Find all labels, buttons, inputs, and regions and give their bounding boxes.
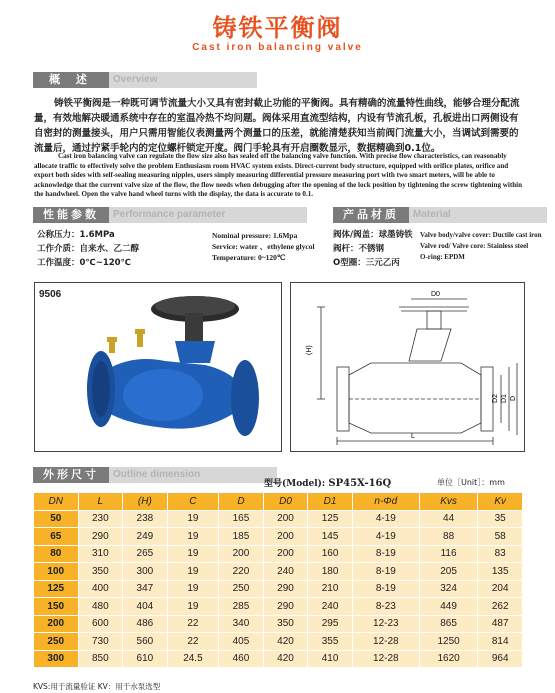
performance-section-header bbox=[33, 207, 307, 223]
performance-item: 公称压力：1.6MPa bbox=[37, 230, 115, 240]
table-cell: 200 bbox=[263, 545, 308, 563]
product-photo-panel bbox=[34, 282, 282, 452]
table-cell: 285 bbox=[219, 598, 264, 616]
material-label-cn: 产品材质 bbox=[333, 207, 409, 223]
table-cell: 730 bbox=[78, 633, 123, 651]
table-row bbox=[34, 510, 523, 528]
performance-item-en: Service: water 、ethylene glycol bbox=[212, 242, 315, 251]
table-column-header: DN bbox=[34, 493, 79, 511]
table-cell: 220 bbox=[219, 563, 264, 581]
overview-text-cn: 铸铁平衡阀是一种既可调节流量大小又具有密封截止功能的平衡阀。具有精确的流量特性曲线，能够合理分配流量，有效地解决暖通系统中存在的室温冷热不均问题。阀体采用直流型结构，内设有节流孔板，孔板进出口两侧设有自密封的测量接头，用户只需用智能仪表测量两个测量口的压差，就能清楚获知当前阀门流量大小，当调试到需要的流量后，通过拧紧手轮内的定位螺杆锁定开度。阀门手轮具有开启圈数显示，数据精确到0.1位。 bbox=[34, 98, 520, 154]
table-cell: 310 bbox=[78, 545, 123, 563]
table-cell: 135 bbox=[478, 563, 523, 581]
table-cell: 19 bbox=[167, 598, 219, 616]
table-header-row bbox=[34, 493, 523, 511]
table-row bbox=[34, 598, 523, 616]
table-cell: 240 bbox=[308, 598, 353, 616]
material-item: 阀体/阀盖：球墨铸铁 bbox=[333, 230, 413, 240]
table-cell: 19 bbox=[167, 510, 219, 528]
dn-cell: 300 bbox=[34, 650, 79, 668]
dn-cell: 65 bbox=[34, 528, 79, 546]
table-cell: 420 bbox=[263, 633, 308, 651]
table-cell: 290 bbox=[263, 598, 308, 616]
dim-label-l: L bbox=[411, 433, 415, 440]
table-cell: 200 bbox=[263, 528, 308, 546]
material-list-en bbox=[420, 230, 542, 263]
table-cell: 116 bbox=[419, 545, 478, 563]
dim-label-d1: D1 bbox=[501, 394, 508, 403]
table-cell: 4-19 bbox=[352, 528, 419, 546]
table-cell: 240 bbox=[263, 563, 308, 581]
table-cell: 19 bbox=[167, 580, 219, 598]
dn-cell: 200 bbox=[34, 615, 79, 633]
table-cell: 210 bbox=[308, 580, 353, 598]
outline-label-en: Outline dimension bbox=[109, 467, 277, 483]
material-label-en: Material bbox=[409, 207, 547, 223]
dn-cell: 250 bbox=[34, 633, 79, 651]
material-item-en: O-ring: EPDM bbox=[420, 253, 465, 261]
performance-list-en bbox=[212, 230, 315, 263]
page-subtitle: Cast iron balancing valve bbox=[192, 42, 363, 53]
table-cell: 347 bbox=[123, 580, 168, 598]
table-cell: 8-23 bbox=[352, 598, 419, 616]
table-cell: 850 bbox=[78, 650, 123, 668]
table-column-header: C bbox=[167, 493, 219, 511]
table-cell: 12-28 bbox=[352, 633, 419, 651]
table-cell: 180 bbox=[308, 563, 353, 581]
table-row bbox=[34, 650, 523, 668]
table-cell: 560 bbox=[123, 633, 168, 651]
table-cell: 610 bbox=[123, 650, 168, 668]
footnote: KVS:用于流量验证 KV：用于水泵选型 bbox=[33, 682, 161, 691]
table-cell: 290 bbox=[263, 580, 308, 598]
table-cell: 19 bbox=[167, 528, 219, 546]
material-item: O型圈：三元乙丙 bbox=[333, 258, 400, 268]
table-row bbox=[34, 615, 523, 633]
table-row bbox=[34, 545, 523, 563]
table-cell: 449 bbox=[419, 598, 478, 616]
table-cell: 600 bbox=[78, 615, 123, 633]
table-cell: 262 bbox=[478, 598, 523, 616]
table-row bbox=[34, 563, 523, 581]
table-cell: 12-23 bbox=[352, 615, 419, 633]
dim-label-d2: D2 bbox=[492, 394, 499, 403]
table-column-header: Kvs bbox=[419, 493, 478, 511]
table-cell: 4-19 bbox=[352, 510, 419, 528]
table-cell: 404 bbox=[123, 598, 168, 616]
table-column-header: n-Φd bbox=[352, 493, 419, 511]
table-row bbox=[34, 633, 523, 651]
table-cell: 205 bbox=[419, 563, 478, 581]
overview-label-en: Overview bbox=[109, 72, 257, 88]
overview-label-cn: 概 述 bbox=[33, 72, 109, 88]
dn-cell: 50 bbox=[34, 510, 79, 528]
performance-item-en: Temperature: 0~120℃ bbox=[212, 253, 286, 262]
dn-cell: 80 bbox=[34, 545, 79, 563]
table-cell: 486 bbox=[123, 615, 168, 633]
table-cell: 200 bbox=[263, 510, 308, 528]
performance-item-en: Nominal pressure: 1.6Mpa bbox=[212, 231, 298, 240]
dn-cell: 125 bbox=[34, 580, 79, 598]
overview-section-header bbox=[33, 72, 257, 88]
table-cell: 160 bbox=[308, 545, 353, 563]
table-cell: 420 bbox=[263, 650, 308, 668]
table-cell: 19 bbox=[167, 563, 219, 581]
table-cell: 480 bbox=[78, 598, 123, 616]
performance-list-cn bbox=[37, 228, 139, 270]
table-cell: 410 bbox=[308, 650, 353, 668]
table-cell: 88 bbox=[419, 528, 478, 546]
table-cell: 8-19 bbox=[352, 545, 419, 563]
dim-label-d0: D0 bbox=[431, 291, 440, 298]
table-cell: 265 bbox=[123, 545, 168, 563]
table-cell: 22 bbox=[167, 633, 219, 651]
table-row bbox=[34, 528, 523, 546]
table-column-header: (H) bbox=[123, 493, 168, 511]
table-cell: 1620 bbox=[419, 650, 478, 668]
material-section-header bbox=[333, 207, 547, 223]
material-item: 阀杆：不锈钢 bbox=[333, 244, 385, 254]
table-cell: 24.5 bbox=[167, 650, 219, 668]
table-cell: 35 bbox=[478, 510, 523, 528]
table-cell: 83 bbox=[478, 545, 523, 563]
material-item-en: Valve body/valve cover: Ductile cast iron bbox=[420, 231, 542, 239]
table-column-header: L bbox=[78, 493, 123, 511]
valve-drawing bbox=[291, 283, 524, 451]
model-code: 9506 bbox=[39, 289, 62, 300]
table-cell: 865 bbox=[419, 615, 478, 633]
table-column-header: D bbox=[219, 493, 264, 511]
page-title: 铸铁平衡阀 bbox=[212, 14, 343, 42]
table-cell: 350 bbox=[263, 615, 308, 633]
table-cell: 355 bbox=[308, 633, 353, 651]
table-column-header: D0 bbox=[263, 493, 308, 511]
table-cell: 295 bbox=[308, 615, 353, 633]
table-cell: 44 bbox=[419, 510, 478, 528]
performance-item: 工作温度：0℃~120℃ bbox=[37, 258, 131, 268]
performance-label-en: Performance parameter bbox=[109, 207, 307, 223]
table-cell: 350 bbox=[78, 563, 123, 581]
table-cell: 300 bbox=[123, 563, 168, 581]
table-cell: 249 bbox=[123, 528, 168, 546]
performance-label-cn: 性能参数 bbox=[33, 207, 109, 223]
table-cell: 340 bbox=[219, 615, 264, 633]
technical-drawing-panel bbox=[290, 282, 525, 452]
material-list-cn bbox=[333, 228, 413, 270]
table-cell: 185 bbox=[219, 528, 264, 546]
material-item-en: Valve rod/ Valve core: Stainless steel bbox=[420, 242, 529, 250]
model-value: SP45X-16Q bbox=[328, 478, 392, 489]
table-cell: 12-28 bbox=[352, 650, 419, 668]
overview-text-en: Cast iron balancing valve can regulate the flow size also has sealed off the balancing valve function. With precise flow characteristics, can reasonably allocate traffic to effectively solve the problem Enthusiasm room HVAC system exists. Direct-current body structure, equipped with orifice plates, orifice and export both sides with self-sealing measuring nipples, users simply measuring differential pressure measuring port with two smart meters, will be able to acknowledge that the current valve size of the flow, the flow needs when debugging after the opening of the lock position by tightening the screw tightening within the handwheel. Open the valve hand wheel turns with the display, the data is accurate to 0.1. bbox=[34, 152, 523, 198]
table-cell: 8-19 bbox=[352, 563, 419, 581]
table-row bbox=[34, 580, 523, 598]
model-label: 型号(Model): bbox=[264, 479, 326, 489]
table-cell: 460 bbox=[219, 650, 264, 668]
outline-section-header bbox=[33, 467, 277, 483]
table-cell: 814 bbox=[478, 633, 523, 651]
outline-label-cn: 外形尺寸 bbox=[33, 467, 109, 483]
table-cell: 8-19 bbox=[352, 580, 419, 598]
table-cell: 19 bbox=[167, 545, 219, 563]
unit-label: 单位［Unit］：mm bbox=[437, 478, 505, 487]
table-cell: 250 bbox=[219, 580, 264, 598]
table-cell: 58 bbox=[478, 528, 523, 546]
table-cell: 290 bbox=[78, 528, 123, 546]
dn-cell: 150 bbox=[34, 598, 79, 616]
table-cell: 400 bbox=[78, 580, 123, 598]
table-column-header: Kv bbox=[478, 493, 523, 511]
table-cell: 204 bbox=[478, 580, 523, 598]
table-cell: 22 bbox=[167, 615, 219, 633]
table-cell: 200 bbox=[219, 545, 264, 563]
performance-item: 工作介质：自来水、乙二醇 bbox=[37, 244, 140, 254]
dim-label-d: D bbox=[510, 395, 517, 401]
table-cell: 230 bbox=[78, 510, 123, 528]
model-line bbox=[264, 476, 391, 489]
table-cell: 324 bbox=[419, 580, 478, 598]
dimension-table bbox=[33, 492, 523, 668]
table-cell: 165 bbox=[219, 510, 264, 528]
dn-cell: 100 bbox=[34, 563, 79, 581]
dim-label-h: (H) bbox=[306, 345, 313, 355]
table-cell: 238 bbox=[123, 510, 168, 528]
table-cell: 964 bbox=[478, 650, 523, 668]
table-column-header: D1 bbox=[308, 493, 353, 511]
table-cell: 405 bbox=[219, 633, 264, 651]
table-cell: 125 bbox=[308, 510, 353, 528]
valve-photo bbox=[35, 283, 281, 451]
table-cell: 1250 bbox=[419, 633, 478, 651]
table-cell: 145 bbox=[308, 528, 353, 546]
table-cell: 487 bbox=[478, 615, 523, 633]
